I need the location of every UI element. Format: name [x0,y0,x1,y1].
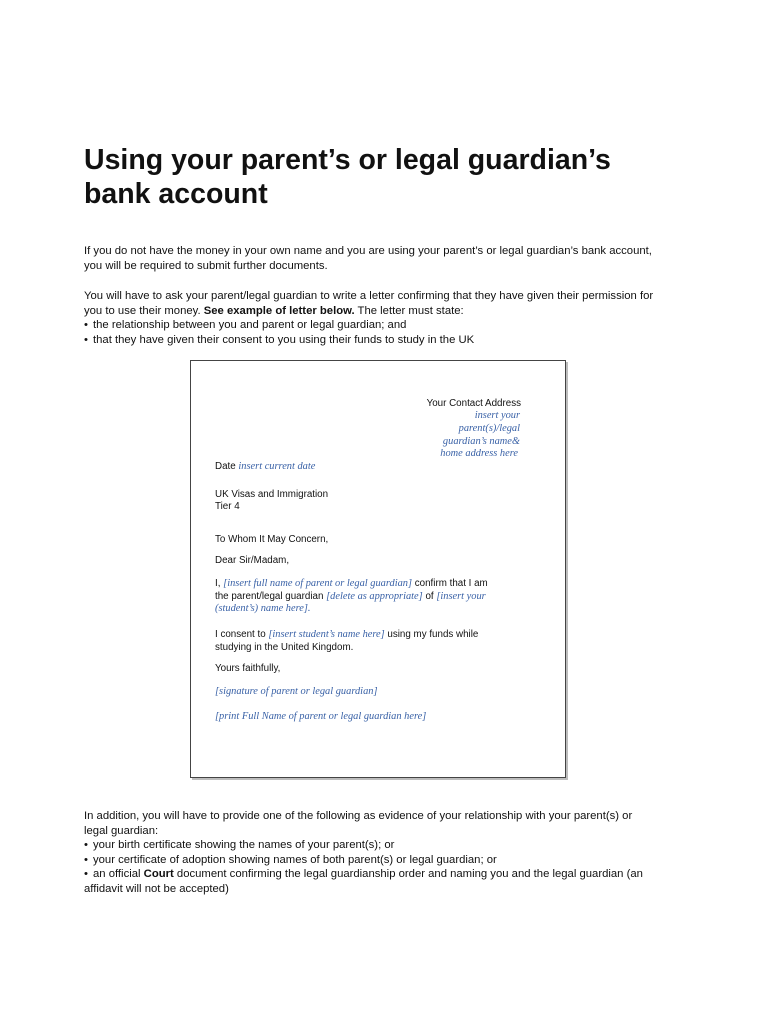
list-item-text: the relationship between you and parent or legal guardian; and [93,319,407,332]
consent-text: I consent to [215,629,269,640]
contact-address-placeholder [440,410,520,461]
to-whom: To Whom It May Concern, [215,534,329,545]
consent-text: using my funds while [384,629,479,640]
closing: Yours faithfully, [215,663,281,674]
list-item-text: an official [93,868,144,881]
confirm-text: I, [215,578,224,589]
evidence-court-line-2: affidavit will not be accepted) [84,882,229,895]
date-label: Date [215,461,239,472]
letter-date [215,461,315,473]
list-item [84,333,684,348]
list-item [84,838,684,853]
recipient-line: Tier 4 [215,501,240,512]
list-item-text: document confirming the legal guardianship order and naming you and the legal guardian (an [173,868,643,881]
list-item [84,867,684,882]
title-line-1: Using your parent’s or legal guardian’s [84,144,611,176]
list-item-text: your birth certificate showing the names of your parent(s); or [93,839,395,852]
salutation: Dear Sir/Madam, [215,555,290,566]
bullet-icon: • [84,853,88,866]
placeholder-line: home address here [440,448,518,460]
confirm-text: confirm that I am [412,578,488,589]
permission-text-end: The letter must state: [354,304,464,317]
parent-name-placeholder: [insert full name of parent or legal guardian] [223,578,413,589]
permission-text: you to use their money. [84,304,204,317]
confirm-text: of [422,590,437,602]
signature-placeholder: [signature of parent or legal guardian] [215,686,378,697]
contact-address-label: Your Contact Address [426,398,521,409]
evidence-line-1: In addition, you will have to provide one of the following as evidence of your relationship with your parent(s) or [84,810,633,822]
evidence-line-2: legal guardian: [84,824,159,837]
confirm-text: the parent/legal guardian [215,590,327,602]
confirm-paragraph [215,578,488,616]
list-item [84,318,684,333]
court-emphasis: Court [143,868,174,881]
example-letter [190,360,566,778]
recipient-line: UK Visas and Immigration [215,489,329,500]
list-item [84,853,684,868]
student-name-placeholder: [insert your [436,590,486,602]
title-line-2: bank account [84,178,268,210]
bullet-icon: • [84,319,88,332]
bullet-icon: • [84,839,88,852]
intro-line-2: you will be required to submit further documents. [84,259,328,272]
placeholder-line: parent(s)/legal [458,422,520,434]
permission-line-2 [84,304,684,319]
student-name-placeholder: [insert student’s name here] [268,629,385,640]
permission-paragraph [84,289,684,347]
consent-paragraph [215,629,478,654]
see-example-note: See example of letter below. [203,304,355,317]
page-title [84,143,704,211]
recipient [215,489,328,513]
date-placeholder: insert current date [238,461,316,472]
evidence-paragraph [84,809,684,897]
list-item-text: that they have given their consent to you using their funds to study in the UK [93,333,475,346]
delete-placeholder: [delete as appropriate] [326,590,423,602]
consent-text: studying in the United Kingdom. [215,641,354,653]
placeholder-line: insert your [474,410,520,421]
bullet-icon: • [84,333,88,346]
intro-paragraph [84,244,684,273]
intro-line-1: If you do not have the money in your own name and you are using your parent’s or legal guardian’s bank account, [84,245,652,257]
print-name-placeholder: [print Full Name of parent or legal guardian here] [215,711,427,722]
permission-line-1: You will have to ask your parent/legal guardian to write a letter confirming that they have given their permission for [84,290,654,302]
bullet-icon: • [84,868,88,881]
placeholder-line: guardian’s name& [442,435,520,447]
list-item-text: your certificate of adoption showing names of both parent(s) or legal guardian; or [93,853,497,866]
student-name-placeholder: (student’s) name here]. [215,603,311,614]
